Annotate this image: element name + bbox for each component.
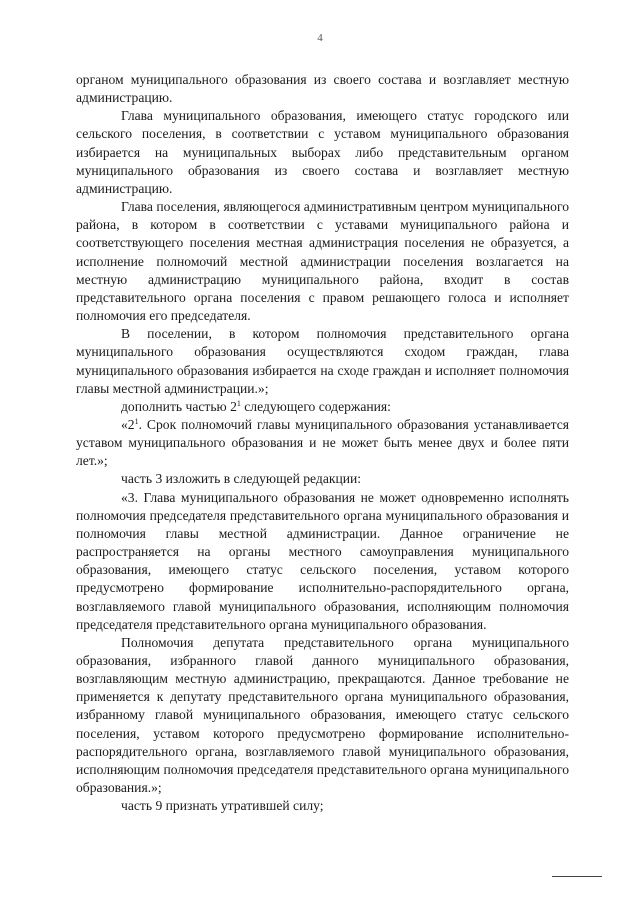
paragraph: В поселении, в котором полномочия представительного органа муниципального образования осуществляются сходом граждан, глава муниципального образования избирается на сходе граждан и исполняет полномочия главы местной администрации.»;: [76, 326, 569, 396]
superscript: 1: [134, 416, 139, 426]
superscript: 1: [236, 398, 241, 408]
paragraph: часть 3 изложить в следующей редакции:: [121, 471, 362, 487]
paragraph: органом муниципального образования из своего состава и возглавляет местную администрацию.: [76, 72, 569, 106]
paragraph-text: . Срок полномочий главы муниципального образования устанавливается уставом муниципального образования и не может быть менее двух и более пяти лет.»;: [76, 416, 569, 469]
paragraph: «3. Глава муниципального образования не может одновременно исполнять полномочия председателя представительного органа муниципального образования и полномочия главы местной администрации. Данное ограничение не распространяется на органы местного самоуправления муниципального образования, имеющего статус сельского поселения, уставом которого предусмотрено формирование исполнительно-распорядительного органа, возглавляемого главой муниципального образования, исполняющим полномочия председателя представительного органа муниципального образования.: [76, 489, 569, 632]
paragraph: часть 9 признать утратившей силу;: [121, 798, 324, 814]
paragraph: Глава поселения, являющегося административным центром муниципального района, в котором в соответствии с уставами муниципального района и соответствующего поселения местная администрация поселения не образуется, а исполнение полномочий местной администрации поселения возлагается на местную администрацию муниципального района, входит в состав представительного органа поселения с правом решающего голоса и исполняет полномочия его председателя.: [76, 199, 569, 324]
paragraph: [76, 416, 569, 470]
document-body: [76, 71, 569, 815]
footer-divider: [552, 876, 602, 877]
paragraph: Глава муниципального образования, имеющего статус городского или сельского поселения, в соответствии с уставом муниципального образования избирается на муниципальных выборах либо представительным органом муниципального образования из своего состава и возглавляет местную администрацию.: [76, 108, 569, 196]
page-number: 4: [317, 32, 323, 44]
paragraph: Полномочия депутата представительного органа муниципального образования, избранного главой данного муниципального образования, возглавляющим местную администрацию, прекращаются. Данное требование не применяется к депутату представительного органа муниципального образования, избранному главой муниципального образования, имеющего статус сельского поселения, уставом которого предусмотрено формирование исполнительно-распорядительного органа, возглавляемого главой муниципального образования, исполняющим полномочия председателя представительного органа муниципального образования.»;: [76, 634, 569, 796]
paragraph: [76, 398, 569, 416]
paragraph-text: «2: [121, 416, 135, 432]
paragraph-text: дополнить частью 2: [121, 398, 237, 414]
paragraph-text: следующего содержания:: [240, 398, 391, 414]
